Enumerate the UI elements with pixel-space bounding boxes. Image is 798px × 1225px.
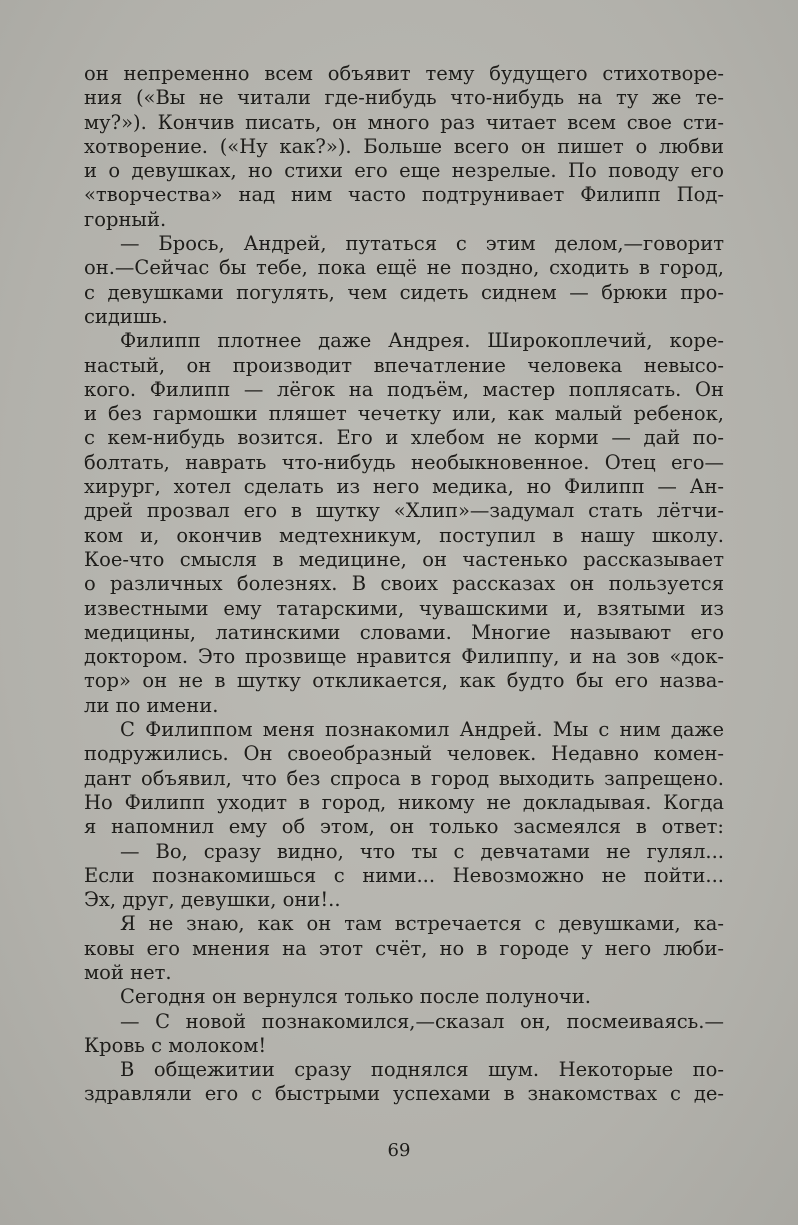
- text-line: с девушками погулять, чем сидеть сиднем — брюки про-: [84, 280, 724, 304]
- text-line: дант объявил, что без спроса в город выходить запрещено.: [84, 766, 724, 790]
- text-line: мой нет.: [84, 960, 172, 984]
- text-line: Кровь с молоком!: [84, 1033, 267, 1057]
- text-line: В общежитии сразу поднялся шум. Некоторые по-: [120, 1058, 724, 1082]
- text-line: известными ему татарскими, чувашскими и, взятыми из: [84, 596, 724, 620]
- text-line: Но Филипп уходит в город, никому не докладывая. Когда: [84, 790, 724, 814]
- text-line: хирург, хотел сделать из него медика, но Филипп — Ан-: [84, 475, 724, 499]
- text-line: ния («Вы не читали где-нибудь что-нибудь на ту же те-: [84, 86, 724, 110]
- text-line: ком и, окончив медтехникум, поступил в нашу школу.: [84, 523, 724, 547]
- text-line: горный.: [84, 207, 167, 231]
- text-line: болтать, наврать что-нибудь необыкновенное. Отец его—: [84, 450, 724, 474]
- text-line: — С новой познакомился,—сказал он, посмеиваясь.—: [120, 1009, 724, 1033]
- text-line: тор» он не в шутку откликается, как будто бы его назва-: [84, 669, 724, 693]
- text-line: — Брось, Андрей, путаться с этим делом,—говорит: [120, 232, 724, 256]
- text-line: му?»). Кончив писать, он много раз читает всем свое сти-: [84, 110, 724, 134]
- body-text: [84, 62, 724, 1107]
- text-line: с кем-нибудь возится. Его и хлебом не корми — дай по-: [84, 426, 724, 450]
- text-line: кого. Филипп — лёгок на подъём, мастер поплясать. Он: [84, 377, 724, 401]
- text-line: он.—Сейчас бы тебе, пока ещё не поздно, сходить в город,: [84, 256, 724, 280]
- text-line: Я не знаю, как он там встречается с девушками, ка-: [120, 912, 724, 936]
- text-line: доктором. Это прозвище нравится Филиппу, и на зов «док-: [84, 645, 724, 669]
- text-line: Филипп плотнее даже Андрея. Широкоплечий, коре-: [120, 329, 724, 353]
- text-line: медицины, латинскими словами. Многие называют его: [84, 620, 724, 644]
- text-line: Эх, друг, девушки, они!..: [84, 888, 341, 912]
- text-line: он непременно всем объявит тему будущего стихотворе-: [84, 62, 724, 85]
- text-line: «творчества» над ним часто подтрунивает Филипп Под-: [84, 183, 724, 207]
- text-line: и без гармошки пляшет чечетку или, как малый ребенок,: [84, 402, 724, 426]
- text-line: — Во, сразу видно, что ты с девчатами не гулял...: [120, 839, 724, 863]
- text-line: и о девушках, но стихи его еще незрелые. По поводу его: [84, 159, 724, 183]
- text-line: С Филиппом меня познакомил Андрей. Мы с ним даже: [120, 718, 724, 742]
- text-line: подружились. Он своеобразный человек. Недавно комен-: [84, 742, 724, 766]
- page-number: 69: [387, 1140, 411, 1161]
- text-line: здравляли его с быстрыми успехами в знакомствах с де-: [84, 1082, 724, 1106]
- text-line: Сегодня он вернулся только после полуночи.: [120, 985, 591, 1009]
- text-line: ли по имени.: [84, 693, 219, 717]
- text-line: о различных болезнях. В своих рассказах он пользуется: [84, 572, 724, 596]
- text-line: сидишь.: [84, 304, 168, 328]
- text-line: хотворение. («Ну как?»). Больше всего он пишет о любви: [84, 134, 724, 158]
- text-line: Если познакомишься с ними... Невозможно не пойти...: [84, 863, 724, 887]
- text-line: дрей прозвал его в шутку «Хлип»—задумал стать лётчи-: [84, 499, 724, 523]
- text-line: ковы его мнения на этот счёт, но в городе у него люби-: [84, 936, 724, 960]
- text-line: я напомнил ему об этом, он только засмеялся в ответ:: [84, 815, 724, 839]
- text-line: Кое-что смысля в медицине, он частенько рассказывает: [84, 547, 724, 571]
- text-line: настый, он производит впечатление человека невысо-: [84, 353, 724, 377]
